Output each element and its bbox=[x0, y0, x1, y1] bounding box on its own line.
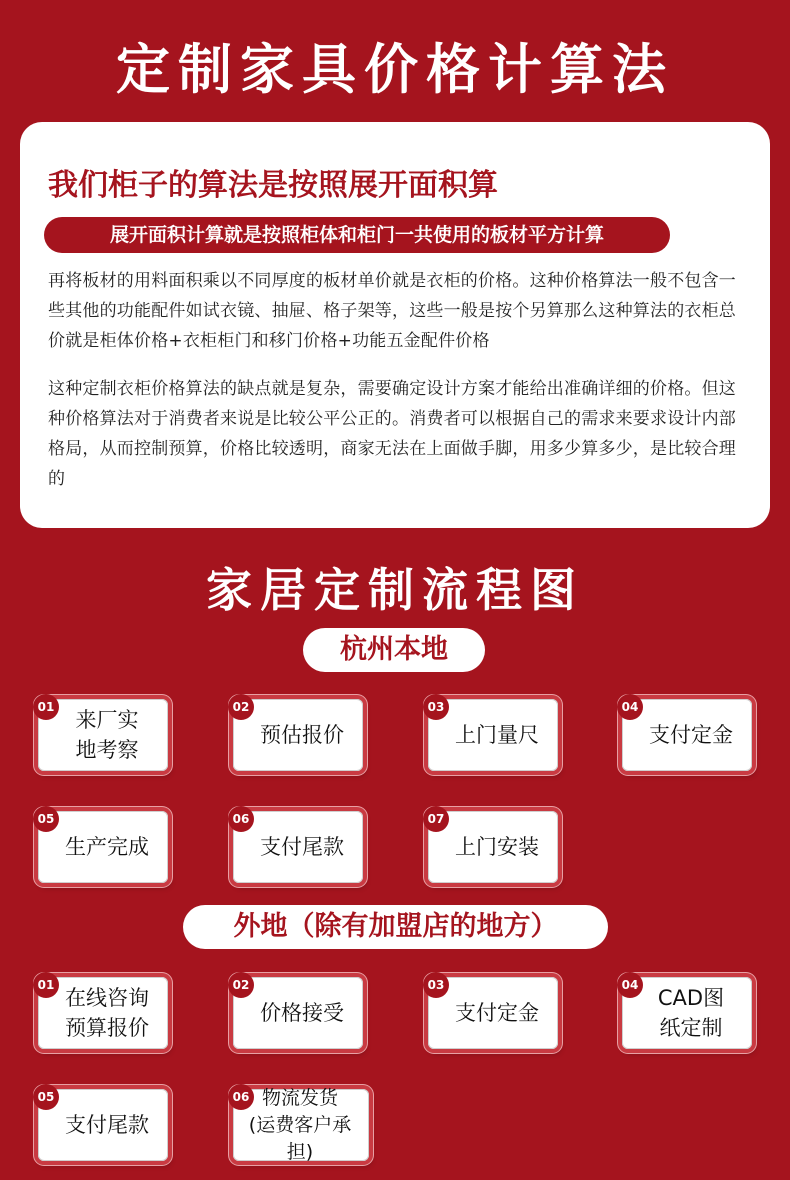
step-number-badge: 06 bbox=[228, 1084, 254, 1110]
step-number-badge: 03 bbox=[423, 972, 449, 998]
step-label-text: CAD图 纸定制 bbox=[657, 986, 725, 1040]
step-label bbox=[442, 699, 552, 771]
step-number-badge: 06 bbox=[228, 806, 254, 832]
step-label bbox=[247, 699, 357, 771]
step-label bbox=[442, 977, 552, 1049]
step-number-badge: 02 bbox=[228, 694, 254, 720]
step-label-text: 物流发货 (运费客户承担) bbox=[248, 1086, 352, 1163]
local-step-01 bbox=[38, 699, 168, 771]
step-number-badge: 05 bbox=[33, 806, 59, 832]
remote-step-02 bbox=[233, 977, 363, 1049]
step-number-badge: 02 bbox=[228, 972, 254, 998]
step-label-text: 生产完成 bbox=[65, 835, 149, 859]
step-label-text: 价格接受 bbox=[260, 1001, 344, 1025]
local-step-06 bbox=[233, 811, 363, 883]
step-label-text: 支付尾款 bbox=[65, 1113, 149, 1137]
remote-step-06 bbox=[232, 1086, 369, 1163]
card-paragraph-2: 这种定制衣柜价格算法的缺点就是复杂，需要确定设计方案才能给出准确详细的价格。但这种价格算法对于消费者来说是比较公平公正的。消费者可以根据自己的需求来要求设计内部格局，从而控制预算，价格比较透明，商家无法在上面做手脚，用多少算多少，是比较合理的 bbox=[48, 379, 736, 489]
step-number-badge: 04 bbox=[617, 694, 643, 720]
step-label bbox=[52, 977, 162, 1049]
remote-step-03 bbox=[428, 977, 558, 1049]
step-number-badge: 01 bbox=[33, 694, 59, 720]
step-label bbox=[52, 1089, 162, 1161]
step-number-badge: 07 bbox=[423, 806, 449, 832]
step-label bbox=[247, 811, 357, 883]
step-label-text: 上门安装 bbox=[455, 835, 539, 859]
step-label bbox=[636, 977, 746, 1049]
remote-step-01 bbox=[38, 977, 168, 1049]
region-label-local: 杭州本地 bbox=[303, 628, 485, 672]
step-label bbox=[52, 811, 162, 883]
step-label bbox=[247, 977, 357, 1049]
card-paragraph-1: 再将板材的用料面积乘以不同厚度的板材单价就是衣柜的价格。这种价格算法一般不包含一些其他的功能配件如试衣镜、抽屉、格子架等，这些一般是按个另算那么这种算法的衣柜总价就是柜体价格+衣柜柜门和移门价格+功能五金配件价格 bbox=[48, 271, 736, 351]
step-label-text: 支付定金 bbox=[455, 1001, 539, 1025]
step-label-text: 支付尾款 bbox=[260, 835, 344, 859]
step-number-badge: 03 bbox=[423, 694, 449, 720]
step-label-text: 上门量尺 bbox=[455, 723, 539, 747]
process-title: 家居定制流程图 bbox=[206, 563, 584, 617]
step-number-badge: 01 bbox=[33, 972, 59, 998]
local-step-03 bbox=[428, 699, 558, 771]
local-step-04 bbox=[622, 699, 752, 771]
pricing-info-card bbox=[20, 122, 770, 528]
step-number-badge: 04 bbox=[617, 972, 643, 998]
card-highlight-pill: 展开面积计算就是按照柜体和柜门一共使用的板材平方计算 bbox=[44, 217, 670, 253]
step-label bbox=[636, 699, 746, 771]
step-label-text: 支付定金 bbox=[649, 723, 733, 747]
step-label-text: 预估报价 bbox=[260, 723, 344, 747]
step-label bbox=[52, 699, 162, 771]
remote-step-04 bbox=[622, 977, 752, 1049]
step-label bbox=[237, 1086, 363, 1163]
step-label-text: 在线咨询 预算报价 bbox=[65, 986, 149, 1040]
local-step-07 bbox=[428, 811, 558, 883]
remote-step-05 bbox=[38, 1089, 168, 1161]
region-label-remote: 外地（除有加盟店的地方） bbox=[183, 905, 608, 949]
step-label-text: 来厂实 地考察 bbox=[75, 708, 139, 762]
card-heading: 我们柜子的算法是按照展开面积算 bbox=[48, 168, 498, 203]
step-label bbox=[442, 811, 552, 883]
local-step-02 bbox=[233, 699, 363, 771]
step-number-badge: 05 bbox=[33, 1084, 59, 1110]
local-step-05 bbox=[38, 811, 168, 883]
page-title: 定制家具价格计算法 bbox=[116, 37, 674, 101]
